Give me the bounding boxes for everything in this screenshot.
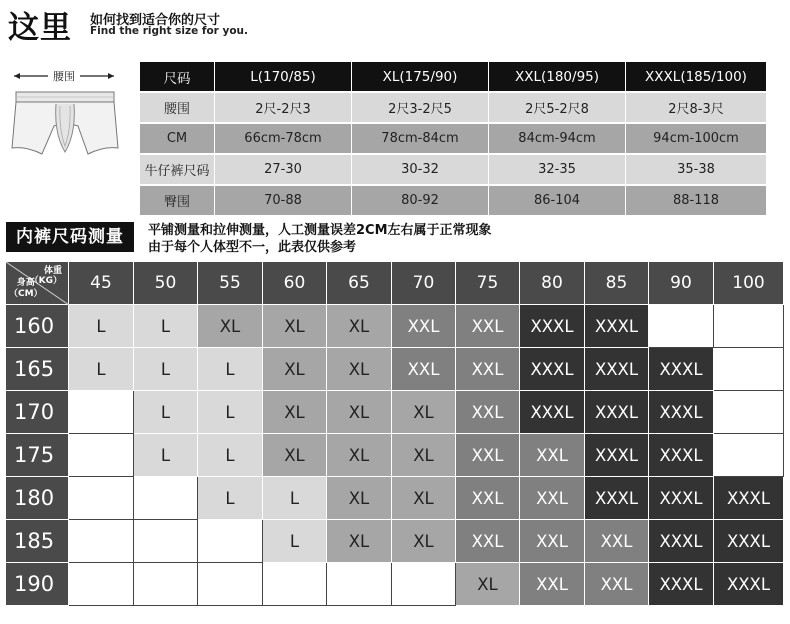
size-cell: XL [327,477,392,520]
height-header: 180 [6,477,69,520]
underwear-icon [8,64,124,166]
size-cell [327,563,392,606]
height-header: 170 [6,391,69,434]
size-cell [134,520,198,563]
size-cell: L [69,305,134,348]
size-matrix [6,262,784,606]
size-cell: XL [327,434,392,477]
size-cell [649,305,714,348]
size-table-cell: 94cm-100cm [626,124,766,153]
size-cell: L [198,348,263,391]
size-cell [714,348,784,391]
size-cell [69,520,134,563]
size-table-cell: 牛仔裤尺码 [140,155,215,184]
size-cell: XL [392,477,456,520]
height-header: 175 [6,434,69,477]
size-cell: XXL [585,563,649,606]
size-cell [198,563,263,606]
size-cell: L [198,391,263,434]
size-cell: XXL [520,477,585,520]
size-table-cell: 32-35 [489,155,626,184]
size-table-row [140,186,766,215]
size-table-cell: 27-30 [215,155,352,184]
weight-header: 45 [69,262,134,305]
size-table-cell: 腰围 [140,93,215,122]
measure-section-title: 内裤尺码测量 [6,222,134,252]
size-cell: XL [263,434,327,477]
size-cell: L [263,520,327,563]
size-table-cell: 臀围 [140,186,215,215]
weight-header: 85 [585,262,649,305]
waist-label: 腰围 [53,70,75,83]
size-cell: XXXL [714,520,784,563]
size-cell [392,563,456,606]
size-cell: L [69,348,134,391]
size-cell: XXL [456,391,520,434]
size-cell: L [134,305,198,348]
page-title: 这里 [8,10,72,46]
size-cell: L [263,477,327,520]
weight-header: 70 [392,262,456,305]
size-cell: XXXL [649,563,714,606]
size-cell [714,391,784,434]
size-cell: XXL [392,348,456,391]
size-cell: XXL [392,305,456,348]
weight-header: 100 [714,262,784,305]
size-table-row [140,93,766,122]
size-table-cell: 2尺5-2尺8 [489,93,626,122]
size-cell: XXXL [585,434,649,477]
size-cell: XXL [520,434,585,477]
size-cell: XXXL [520,348,585,391]
size-table-header-cell: XXL(180/95) [489,62,626,91]
corner-weight-unit: （KG） [29,276,62,286]
height-header: 160 [6,305,69,348]
size-cell: L [198,477,263,520]
size-cell: XL [392,391,456,434]
size-cell [263,563,327,606]
size-table-header-cell: 尺码 [140,62,215,91]
size-cell: L [198,434,263,477]
size-cell: XXXL [649,477,714,520]
size-table-cell: 66cm-78cm [215,124,352,153]
size-table-cell: 2尺-2尺3 [215,93,352,122]
size-table-row [140,124,766,153]
height-header: 165 [6,348,69,391]
size-cell: XXXL [520,391,585,434]
size-cell: XL [327,305,392,348]
size-table-cell: CM [140,124,215,153]
size-table-cell: 2尺3-2尺5 [352,93,489,122]
size-cell [198,520,263,563]
size-cell: L [134,434,198,477]
size-table-header [140,62,766,91]
corner-height-label [9,278,43,300]
size-cell: XXL [456,305,520,348]
size-table-cell: 2尺8-3尺 [626,93,766,122]
matrix-corner [6,262,69,305]
size-cell: XL [198,305,263,348]
size-table-cell: 35-38 [626,155,766,184]
weight-header: 50 [134,262,198,305]
corner-height-unit: （CM） [9,289,43,299]
size-cell: XXXL [649,520,714,563]
size-cell: XXL [456,348,520,391]
size-table-cell: 84cm-94cm [489,124,626,153]
size-table-cell: 86-104 [489,186,626,215]
size-cell: XXXL [649,348,714,391]
size-cell: XXXL [585,391,649,434]
size-cell: XXL [456,434,520,477]
size-table-cell: 80-92 [352,186,489,215]
size-cell: XL [327,348,392,391]
size-cell: XL [263,348,327,391]
measure-note-2: 由于每个人体型不一，此表仅供参考 [148,240,357,255]
size-cell: XXL [456,520,520,563]
size-cell: L [134,391,198,434]
size-cell: XXL [520,563,585,606]
size-cell: XL [456,563,520,606]
weight-header: 60 [263,262,327,305]
underwear-illustration [8,64,124,166]
size-cell [69,434,134,477]
size-cell: XXXL [520,305,585,348]
size-cell: XXXL [585,477,649,520]
size-cell: XL [327,391,392,434]
size-cell: XXXL [585,305,649,348]
size-table-cell: 70-88 [215,186,352,215]
size-cell: XXL [456,477,520,520]
page-subtitle-en: Find the right size for you. [90,25,249,37]
size-cell: XL [263,391,327,434]
weight-header: 75 [456,262,520,305]
size-cell: XXXL [649,391,714,434]
size-cell [714,434,784,477]
size-cell: XL [392,520,456,563]
size-cell: XL [327,520,392,563]
size-cell: XL [392,434,456,477]
size-table-cell: 88-118 [626,186,766,215]
size-cell: XXXL [585,348,649,391]
size-cell [714,305,784,348]
size-cell: XXXL [714,477,784,520]
size-table-header-cell: L(170/85) [215,62,352,91]
height-header: 190 [6,563,69,606]
measure-note-1: 平铺测量和拉伸测量，人工测量误差2CM左右属于正常现象 [148,223,492,238]
corner-height-text: 身高 [16,278,35,288]
size-cell: XL [263,305,327,348]
page-subtitle-cn: 如何找到适合你的尺寸 [90,13,221,28]
size-cell [134,563,198,606]
weight-header: 65 [327,262,392,305]
weight-header: 80 [520,262,585,305]
size-table [140,60,766,217]
size-cell [134,477,198,520]
size-table-row [140,155,766,184]
size-cell: XXXL [649,434,714,477]
size-cell: XXXL [714,563,784,606]
height-header: 185 [6,520,69,563]
size-table-cell: 78cm-84cm [352,124,489,153]
size-cell [69,563,134,606]
size-table-cell: 30-32 [352,155,489,184]
size-cell [69,391,134,434]
weight-header: 55 [198,262,263,305]
weight-header: 90 [649,262,714,305]
size-table-header-cell: XL(175/90) [352,62,489,91]
size-cell: L [134,348,198,391]
size-cell: XXL [520,520,585,563]
corner-weight-text: 体重 [43,266,62,276]
size-cell [69,477,134,520]
size-cell: XXL [585,520,649,563]
size-table-header-cell: XXXL(185/100) [626,62,766,91]
